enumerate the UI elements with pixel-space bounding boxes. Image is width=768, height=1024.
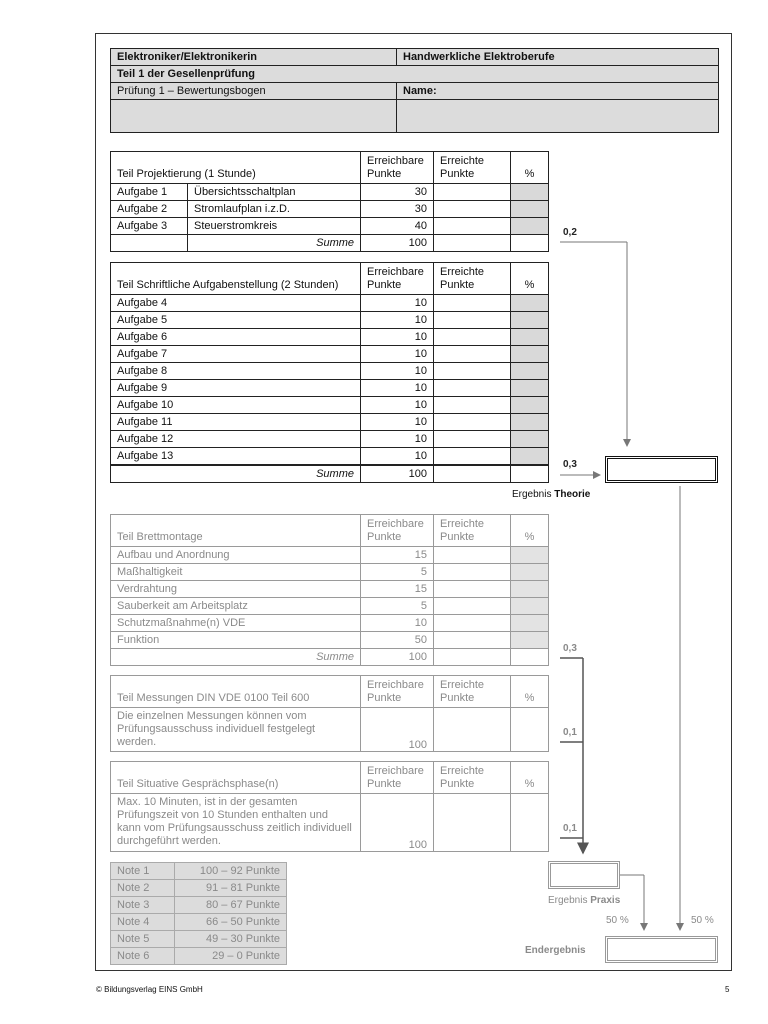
table-cell: 49 – 30 Punkte: [175, 931, 287, 948]
praxis-result-box[interactable]: [548, 861, 620, 889]
table-cell[interactable]: [434, 708, 511, 752]
page-number: 5: [725, 985, 730, 994]
table-row: [111, 448, 549, 466]
blank-cell: [111, 100, 397, 133]
table-cell: Erreichte Punkte: [434, 515, 511, 547]
table-cell: 5: [361, 564, 434, 581]
table-cell: 80 – 67 Punkte: [175, 897, 287, 914]
sheet-title: Prüfung 1 – Bewertungsbogen: [111, 83, 397, 100]
header-table: [110, 48, 719, 133]
table-cell: Aufgabe 1: [111, 184, 188, 201]
table-cell[interactable]: [434, 581, 511, 598]
messungen-title: Teil Messungen DIN VDE 0100 Teil 600: [111, 676, 361, 708]
table-cell: Note 5: [111, 931, 175, 948]
table-cell[interactable]: [434, 312, 511, 329]
table-cell: Stromlaufplan i.z.D.: [188, 201, 361, 218]
table-cell: Aufgabe 13: [111, 448, 361, 466]
table-cell[interactable]: [434, 346, 511, 363]
endergebnis-label: Endergebnis: [525, 945, 586, 956]
table-cell: Steuerstromkreis: [188, 218, 361, 235]
grade-row: [111, 897, 287, 914]
table-cell: Aufgabe 7: [111, 346, 361, 363]
table-row: [111, 380, 549, 397]
table-cell: 30: [361, 201, 434, 218]
sum-row: [111, 649, 549, 666]
table-row: [111, 329, 549, 346]
table-cell: %: [511, 762, 549, 794]
table-cell: [511, 295, 549, 312]
theorie-result-label: Ergebnis Theorie: [512, 489, 591, 500]
table-cell: Erreichbare Punkte: [361, 515, 434, 547]
table-cell: Erreichte Punkte: [434, 263, 511, 295]
table-cell: Note 2: [111, 880, 175, 897]
messungen-table: [110, 675, 549, 752]
table-cell: [511, 632, 549, 649]
gespraech-title: Teil Situative Gesprächsphase(n): [111, 762, 361, 794]
table-cell: 100: [361, 235, 434, 252]
endergebnis-box[interactable]: [605, 936, 718, 963]
table-cell: Aufgabe 6: [111, 329, 361, 346]
table-cell: [511, 380, 549, 397]
table-cell: 66 – 50 Punkte: [175, 914, 287, 931]
table-cell[interactable]: [434, 397, 511, 414]
table-cell: 15: [361, 581, 434, 598]
table-cell[interactable]: [434, 329, 511, 346]
table-cell: Aufgabe 12: [111, 431, 361, 448]
grade-row: [111, 863, 287, 880]
table-row: [111, 346, 549, 363]
table-row: [111, 312, 549, 329]
table-cell: 10: [361, 431, 434, 448]
table-cell: [511, 708, 549, 752]
table-cell: 100: [361, 649, 434, 666]
table-cell: [511, 397, 549, 414]
percent-praxis: 50 %: [606, 915, 629, 926]
table-cell: 30: [361, 184, 434, 201]
table-cell: [511, 329, 549, 346]
table-cell: Funktion: [111, 632, 361, 649]
table-cell: [511, 598, 549, 615]
table-row: [111, 431, 549, 448]
table-row: [111, 598, 549, 615]
table-cell: [511, 448, 549, 466]
table-row: [111, 397, 549, 414]
table-cell: [511, 218, 549, 235]
sum-row: [111, 465, 549, 483]
table-cell: Erreichte Punkte: [434, 676, 511, 708]
table-cell: [511, 649, 549, 666]
table-cell: 10: [361, 312, 434, 329]
brettmontage-table: [110, 514, 549, 666]
name-field[interactable]: [397, 100, 719, 133]
sum-row: [111, 235, 549, 252]
table-cell: 10: [361, 414, 434, 431]
table-cell: Summe: [111, 649, 361, 666]
table-cell[interactable]: [434, 564, 511, 581]
table-row: [111, 184, 549, 201]
table-cell: Erreichbare Punkte: [361, 676, 434, 708]
achieved-input[interactable]: [434, 218, 511, 235]
table-cell: 50: [361, 632, 434, 649]
projektierung-title: Teil Projektierung (1 Stunde): [111, 152, 361, 184]
table-cell: [511, 564, 549, 581]
weight-brettmontage: 0,3: [563, 643, 577, 654]
gespraech-text: Max. 10 Minuten, ist in der gesamten Prüfungszeit von 10 Stunden enthalten und kann vom Prüfungsausschuss zeitlich individuell durchgeführt werden.: [111, 794, 361, 852]
grade-row: [111, 914, 287, 931]
reach-header: Erreichbare Punkte: [361, 152, 434, 184]
weight-schriftlich: 0,3: [563, 459, 577, 470]
table-cell: [511, 184, 549, 201]
grade-row: [111, 948, 287, 965]
category: Handwerkliche Elektroberufe: [397, 49, 719, 66]
table-cell: 10: [361, 380, 434, 397]
table-cell: %: [511, 515, 549, 547]
achieved-input[interactable]: [434, 184, 511, 201]
table-cell: 100 – 92 Punkte: [175, 863, 287, 880]
table-cell: 10: [361, 448, 434, 466]
table-cell: Aufgabe 10: [111, 397, 361, 414]
table-cell: 29 – 0 Punkte: [175, 948, 287, 965]
table-cell: Aufbau und Anordnung: [111, 547, 361, 564]
table-row: [111, 363, 549, 380]
table-cell: [511, 201, 549, 218]
table-cell: Übersichtsschaltplan: [188, 184, 361, 201]
table-cell: Aufgabe 2: [111, 201, 188, 218]
table-cell: 40: [361, 218, 434, 235]
table-cell: Aufgabe 11: [111, 414, 361, 431]
table-cell: [511, 346, 549, 363]
percent-theorie: 50 %: [691, 915, 714, 926]
table-cell: Erreichbare Punkte: [361, 762, 434, 794]
table-cell: Aufgabe 3: [111, 218, 188, 235]
weight-messungen: 0,1: [563, 727, 577, 738]
table-cell: Verdrahtung: [111, 581, 361, 598]
table-cell: [511, 581, 549, 598]
table-cell: 5: [361, 598, 434, 615]
table-cell[interactable]: [434, 363, 511, 380]
brettmontage-title: Teil Brettmontage: [111, 515, 361, 547]
table-cell: Erreichte Punkte: [434, 762, 511, 794]
table-cell: [511, 235, 549, 252]
projektierung-table: [110, 151, 549, 252]
praxis-result-label: Ergebnis Praxis: [548, 895, 621, 906]
table-cell: 100: [361, 465, 434, 483]
table-cell: 100: [361, 708, 434, 752]
profession: Elektroniker/Elektronikerin: [111, 49, 397, 66]
achieved-input[interactable]: [434, 235, 511, 252]
messungen-text: Die einzelnen Messungen können vom Prüfungsausschuss individuell festgelegt werden.: [111, 708, 361, 752]
table-cell: [511, 312, 549, 329]
table-cell: Aufgabe 9: [111, 380, 361, 397]
weight-gespraech: 0,1: [563, 823, 577, 834]
copyright: © Bildungsverlag EINS GmbH: [96, 985, 203, 994]
exam-part: Teil 1 der Gesellenprüfung: [111, 66, 719, 83]
name-label: Name:: [397, 83, 719, 100]
grade-row: [111, 880, 287, 897]
table-cell: Summe: [111, 465, 361, 483]
table-cell: Note 6: [111, 948, 175, 965]
gespraech-table: [110, 761, 549, 852]
grade-row: [111, 931, 287, 948]
table-cell: [511, 615, 549, 632]
table-row: [111, 564, 549, 581]
table-row: [111, 201, 549, 218]
table-cell: 91 – 81 Punkte: [175, 880, 287, 897]
achieved-header: Erreichte Punkte: [434, 152, 511, 184]
schriftlich-table: [110, 262, 549, 483]
table-row: [111, 295, 549, 312]
table-cell[interactable]: [434, 431, 511, 448]
table-cell: Erreichbare Punkte: [361, 263, 434, 295]
table-cell: 10: [361, 346, 434, 363]
table-row: [111, 547, 549, 564]
table-cell: Note 4: [111, 914, 175, 931]
table-row: [111, 218, 549, 235]
table-cell: [511, 431, 549, 448]
table-cell[interactable]: [434, 448, 511, 466]
table-cell: %: [511, 676, 549, 708]
weight-projektierung: 0,2: [563, 227, 577, 238]
table-cell: Maßhaltigkeit: [111, 564, 361, 581]
table-cell: 10: [361, 329, 434, 346]
table-row: [111, 414, 549, 431]
table-cell[interactable]: [434, 465, 511, 483]
table-cell: [511, 465, 549, 483]
table-cell[interactable]: [434, 794, 511, 852]
table-cell: [511, 794, 549, 852]
table-cell: 100: [361, 794, 434, 852]
table-cell[interactable]: [434, 649, 511, 666]
table-cell: Note 3: [111, 897, 175, 914]
table-cell: Aufgabe 4: [111, 295, 361, 312]
table-cell: 10: [361, 397, 434, 414]
table-cell: [111, 235, 188, 252]
table-row: [111, 632, 549, 649]
table-row: [111, 581, 549, 598]
table-cell: Schutzmaßnahme(n) VDE: [111, 615, 361, 632]
table-cell: Note 1: [111, 863, 175, 880]
schriftlich-title: Teil Schriftliche Aufgabenstellung (2 Stunden): [111, 263, 361, 295]
table-cell[interactable]: [434, 615, 511, 632]
table-cell: 10: [361, 363, 434, 380]
table-cell[interactable]: [434, 295, 511, 312]
theorie-result-box[interactable]: [605, 456, 718, 483]
table-cell[interactable]: [434, 414, 511, 431]
table-cell[interactable]: [434, 547, 511, 564]
table-cell: 10: [361, 295, 434, 312]
table-cell: [511, 547, 549, 564]
table-cell: 10: [361, 615, 434, 632]
achieved-input[interactable]: [434, 201, 511, 218]
table-cell: [511, 414, 549, 431]
table-cell: [511, 363, 549, 380]
table-row: [111, 615, 549, 632]
table-cell: Aufgabe 5: [111, 312, 361, 329]
table-cell: Summe: [188, 235, 361, 252]
table-cell: %: [511, 263, 549, 295]
table-cell: Aufgabe 8: [111, 363, 361, 380]
table-cell[interactable]: [434, 380, 511, 397]
table-cell: Sauberkeit am Arbeitsplatz: [111, 598, 361, 615]
table-cell: 15: [361, 547, 434, 564]
table-cell[interactable]: [434, 598, 511, 615]
percent-header: %: [511, 152, 549, 184]
table-cell[interactable]: [434, 632, 511, 649]
grade-scale-table: [110, 862, 287, 965]
